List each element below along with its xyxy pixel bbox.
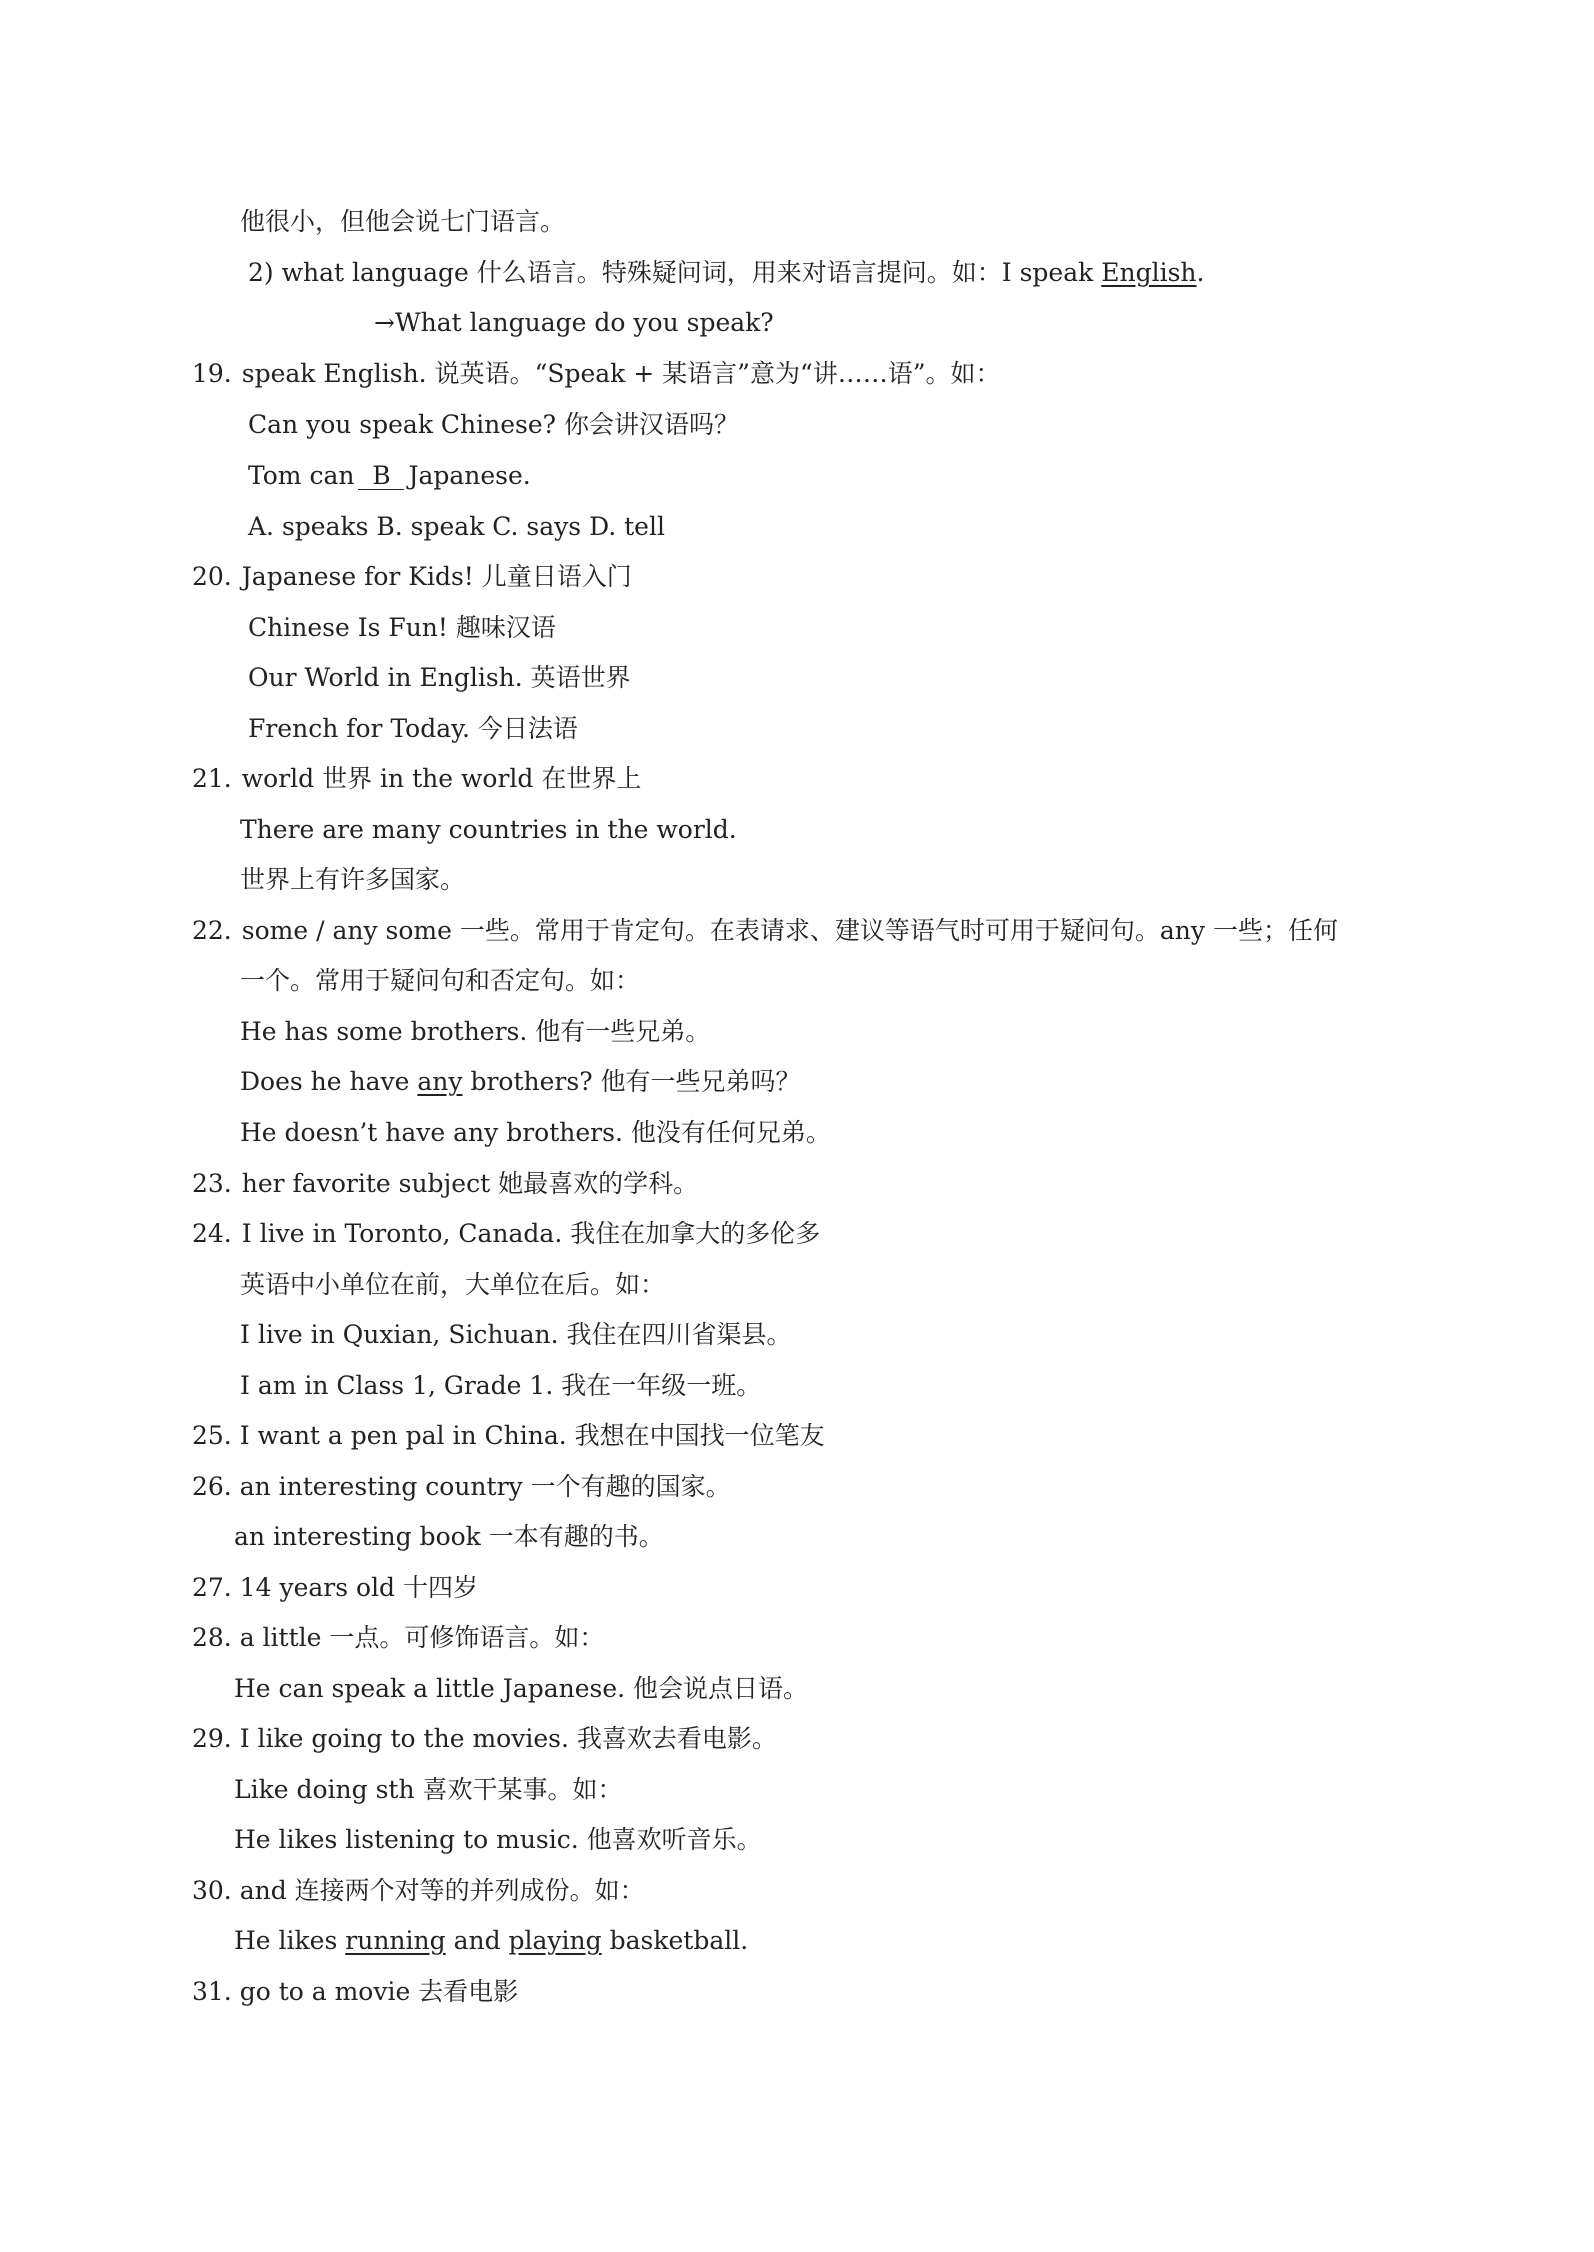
numbered-item-20: 20. Japanese for Kids! 儿童日语入门 [192, 560, 632, 594]
text-line: Like doing sth 喜欢干某事。如： [234, 1775, 623, 1804]
numbered-item-22: 22. some / any some 一些。常用于肯定句。在表请求、建议等语气时可用于疑问句。any 一些；任何 [192, 914, 1338, 948]
text-line: 世界上有许多国家。 [240, 865, 466, 894]
numbered-item-30: 30. and 连接两个对等的并列成份。如： [192, 1876, 645, 1905]
text-line: He likes listening to music. 他喜欢听音乐。 [234, 1825, 762, 1854]
numbered-item-28: 28. a little 一点。可修饰语言。如： [192, 1623, 605, 1652]
underlined-word: running [345, 1926, 446, 1955]
numbered-item-26: 26. an interesting country 一个有趣的国家。 [192, 1472, 731, 1501]
text-line: Does he have any brothers? 他有一些兄弟吗？ [240, 1067, 801, 1096]
text-line: 他很小，但他会说七门语言。 [240, 207, 566, 236]
text-line: I live in Quxian, Sichuan. 我住在四川省渠县。 [240, 1320, 792, 1349]
numbered-item-21: 21. world 世界 in the world 在世界上 [192, 762, 641, 796]
numbered-item-29: 29. I like going to the movies. 我喜欢去看电影。 [192, 1724, 777, 1753]
item-number: 24. [192, 1219, 232, 1248]
answer-options: A. speaks B. speak C. says D. tell [248, 512, 665, 541]
item-number: 20. [192, 562, 232, 591]
item-number: 23. [192, 1169, 232, 1198]
numbered-item-19: 19. speak English. 说英语。“Speak + 某语言”意为“讲……语”。如： [192, 357, 1001, 391]
text-line: He doesn’t have any brothers. 他没有任何兄弟。 [240, 1118, 831, 1147]
text-line: I am in Class 1, Grade 1. 我在一年级一班。 [240, 1371, 762, 1400]
text-line: There are many countries in the world. [240, 815, 737, 844]
item-number: 19. [192, 359, 232, 388]
numbered-item-27: 27. 14 years old 十四岁 [192, 1573, 479, 1602]
item-number: 21. [192, 764, 232, 793]
text-line: Can you speak Chinese? 你会讲汉语吗？ [248, 410, 740, 439]
text-line: He has some brothers. 他有一些兄弟。 [240, 1017, 711, 1046]
text-line: →What language do you speak? [374, 308, 774, 337]
text-line: He can speak a little Japanese. 他会说点日语。 [234, 1674, 809, 1703]
fill-blank-line: Tom can B Japanese. [248, 461, 531, 490]
text-line: 一个。常用于疑问句和否定句。如： [240, 966, 641, 995]
answer-blank: B [358, 463, 404, 490]
text-line: 英语中小单位在前，大单位在后。如： [240, 1270, 666, 1299]
underlined-word: any [417, 1067, 463, 1096]
text-line: Our World in English. 英语世界 [248, 663, 631, 692]
item-number: 22. [192, 916, 232, 945]
numbered-item-24: 24. I live in Toronto, Canada. 我住在加拿大的多伦多 [192, 1217, 820, 1251]
underlined-word: English [1101, 258, 1197, 287]
underlined-word: playing [508, 1926, 602, 1955]
text-line: an interesting book 一本有趣的书。 [234, 1522, 664, 1551]
numbered-item-25: 25. I want a pen pal in China. 我想在中国找一位笔友 [192, 1421, 825, 1450]
text-line: He likes running and playing basketball. [234, 1926, 749, 1955]
text-line: 2) what language 什么语言。特殊疑问词，用来对语言提问。如：I speak English. [248, 258, 1205, 287]
text-line: Chinese Is Fun! 趣味汉语 [248, 613, 556, 642]
numbered-item-31: 31. go to a movie 去看电影 [192, 1977, 519, 2006]
text-line: French for Today. 今日法语 [248, 714, 578, 743]
numbered-item-23: 23. her favorite subject 她最喜欢的学科。 [192, 1167, 698, 1201]
